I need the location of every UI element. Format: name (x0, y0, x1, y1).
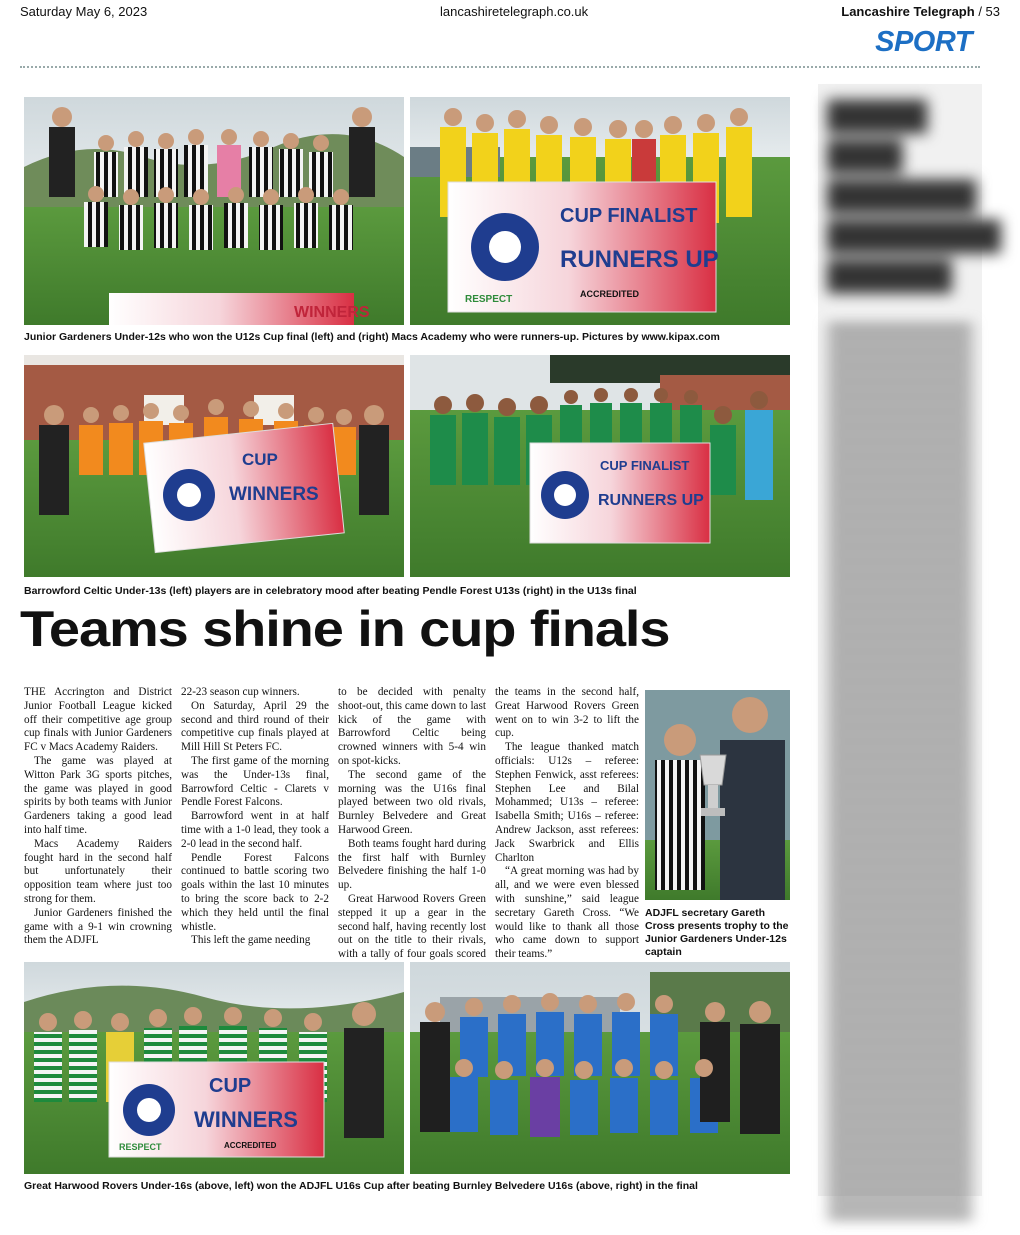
photo-great-harwood-rovers-u16s (24, 962, 404, 1174)
paragraph: The first game of the morning was the Under-13s final, Barrowford Celtic - Clarets v Pendle Forest Falcons. (181, 754, 329, 809)
paragraph: The league thanked match officials: U12s – referee: Stephen Fenwick, asst referees: Stephen Lee and Bilal Mohammed; U13s – referee: Isabella Smith; U16s – referee: Andrew Jackson, asst referees: Jack Swarbrick and Ellis Charlton (495, 741, 639, 864)
paragraph: Macs Academy Raiders fought hard in the second half but unfortunately their opposition team where just too strong for them. (24, 837, 172, 905)
article-column-1 (24, 686, 172, 948)
article-headline: Teams shine in cup finals (20, 601, 670, 657)
caption-row2: Barrowford Celtic Under-13s (left) players are in celebratory mood after beating Pendle Forest U13s (right) in the U13s final (24, 585, 637, 597)
article-column-4 (495, 686, 639, 962)
paragraph: the teams in the second half, Great Harwood Rovers Green went on to win 3-2 to lift the cup. (495, 686, 639, 740)
banner-runners-up: RUNNERS UP (598, 492, 704, 509)
caption-row1: Junior Gardeners Under-12s who won the U12s Cup final (left) and (right) Macs Academy who were runners-up. Pictures by www.kipax.com (24, 331, 720, 343)
runners-up-banner (530, 443, 710, 543)
blurred-sidebar-story (818, 84, 1001, 1196)
banner-cup-finalist: CUP FINALIST (560, 205, 698, 227)
photo-barrowford-celtic-u13s (24, 355, 404, 577)
paragraph: This left the game needing (191, 934, 311, 947)
photo-pendle-forest-u13s (410, 355, 790, 577)
paragraph: The game was played at Witton Park 3G sports pitches, the game was played in good spirits by both teams with Junior Gardeners taking a good lead into half time. (24, 754, 172, 836)
runners-up-banner (448, 182, 719, 312)
paragraph: The second game of the morning was the U16s final played between two old rivals, Burnley Belvedere and Great Harwood Green. (338, 768, 486, 836)
banner-cup: CUP (242, 450, 278, 469)
banner-respect: RESPECT (465, 294, 513, 305)
banner-winners-partial: WINNERS (294, 304, 370, 321)
winners-banner (109, 1062, 324, 1157)
blurred-headline-placeholder: ▇▇▇▇ ▇▇▇ ▇▇▇▇▇▇ ▇▇▇▇▇▇▇ ▇▇▇▇▇ (828, 96, 1001, 292)
banner-winners: WINNERS (229, 484, 319, 505)
page-number: / 53 (978, 4, 1000, 19)
masthead-divider (20, 66, 980, 68)
caption-trophy: ADJFL secretary Gareth Cross presents trophy to the Junior Gardeners Under-12s captain (645, 907, 789, 958)
section-label: SPORT (875, 26, 972, 58)
winners-banner (144, 423, 344, 552)
banner-winners: WINNERS (194, 1107, 298, 1132)
paragraph: Pendle Forest Falcons continued to battle scoring two goals within the last 10 minutes to bring the score back to 2-2 which they held until the final whistle. (181, 851, 329, 933)
banner-accredited: ACCREDITED (580, 289, 640, 299)
banner-respect: RESPECT (119, 1142, 162, 1152)
issue-date: Saturday May 6, 2023 (20, 4, 148, 19)
banner-cup-finalist: CUP FINALIST (600, 458, 690, 473)
photo-burnley-belvedere-u16s (410, 962, 790, 1174)
caption-row4: Great Harwood Rovers Under-16s (above, left) won the ADJFL U16s Cup after beating Burnley Belvedere U16s (above, right) in the final (24, 1180, 698, 1192)
article-column-2 (181, 686, 329, 948)
paragraph: Barrowford went in at half time with a 1-0 lead, they took a 2-0 lead in the second half. (181, 810, 329, 850)
paragraph: Great Harwood Rovers Green stepped it up a gear in the second half, having recently lost out on the title to their rivals, with a tally of four goals scored (338, 892, 486, 961)
banner-accredited: ACCREDITED (224, 1141, 277, 1150)
banner-cup: CUP (209, 1075, 252, 1097)
website-url[interactable]: lancashiretelegraph.co.uk (440, 4, 589, 19)
paper-name: Lancashire Telegraph (841, 4, 975, 19)
paragraph: THE Accrington and District Junior Football League kicked off their competitive age group cup finals with Junior Gardeners FC v Macs Academy Raiders. (24, 686, 172, 754)
photo-junior-gardeners-u12s (24, 97, 404, 325)
article-column-3 (338, 686, 486, 976)
paper-info (841, 4, 1000, 19)
paragraph: On Saturday, April 29 the second and third round of their competitive cup finals played at Mill Hill St Peters FC. (181, 699, 329, 754)
banner-runners-up: RUNNERS UP (560, 246, 719, 273)
photo-macs-academy (410, 97, 790, 325)
photo-trophy-presentation (645, 690, 790, 900)
paragraph: Junior Gardeners finished the game with a 9-1 win crowning them the ADJFL (24, 906, 172, 947)
masthead (20, 0, 1000, 26)
paragraph: Both teams fought hard during the first half with Burnley Belvedere finishing the half 1-0 up. (338, 837, 486, 892)
paragraph: to be decided with penalty shoot-out, this came down to last kick of the game with Barrowford Celtic being crowned winners with 5-4 win on spot-kicks. (338, 686, 486, 767)
paragraph: “A great morning was had by all, and we were even blessed with sunshine,” said league secretary Gareth Cross. “We would like to thank all those who came down to support their teams.” (495, 865, 639, 961)
paragraph: 22-23 season cup winners. (181, 686, 300, 698)
